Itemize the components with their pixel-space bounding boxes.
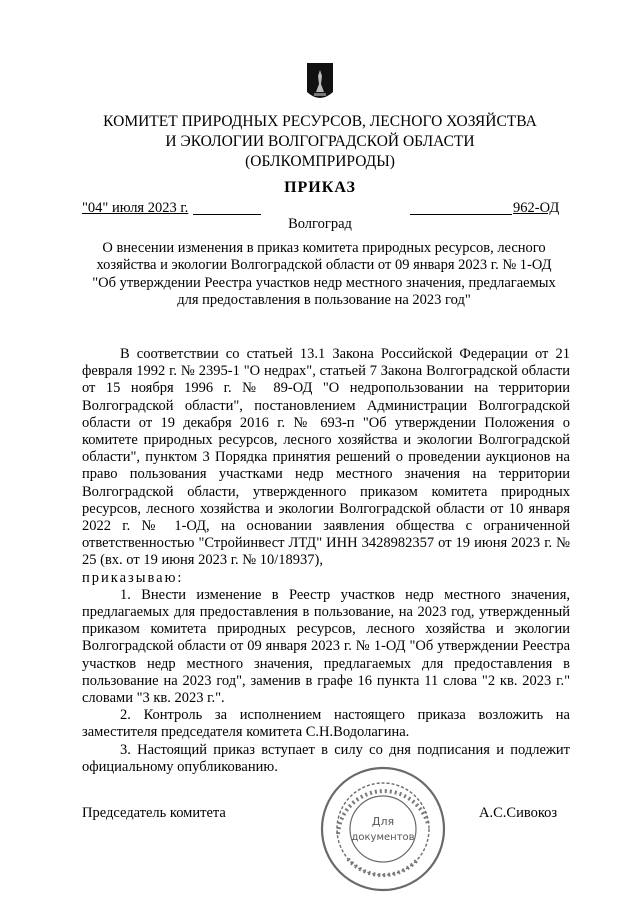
document-body: [82, 346, 570, 776]
document-date: [82, 200, 188, 217]
order-item-3: 3. Настоящий приказ вступает в силу со дня подписания и подлежит официальному опубликованию.: [82, 741, 570, 775]
org-name-line1: КОМИТЕТ ПРИРОДНЫХ РЕСУРСОВ, ЛЕСНОГО ХОЗЯЙСТВА: [103, 113, 537, 130]
org-name-short: (ОБЛКОМПРИРОДЫ): [245, 153, 395, 170]
document-number: 962-ОД: [513, 200, 560, 216]
number-underline: [410, 214, 512, 215]
signatory-name: А.С.Сивокоз: [479, 805, 558, 821]
order-item-2: 2. Контроль за исполнением настоящего приказа возложить на заместителя председателя комитета С.Н.Водолагина.: [82, 707, 570, 741]
stamp-text-line1: Для: [371, 815, 395, 828]
document-type-title: ПРИКАЗ: [284, 179, 356, 196]
order-item-1: 1. Внести изменение в Реестр участков недр местного значения, предлагаемых для предоставления в пользование, на 2023 год, утвержденный приказом комитета природных ресурсов, лесного хозяйства и экологии Волгоградской области от 09 января 2023 г. № 1-ОД "Об утверждении Реестра участков недр местного значения, предлагаемых для предоставления в пользование на 2023 год", заменив в графе 16 пункта 11 слова "2 кв. 2023 г." словами "3 кв. 2023 г.".: [82, 586, 570, 707]
coat-of-arms-emblem: [306, 62, 334, 104]
official-seal-stamp: [318, 764, 448, 894]
decree-word: приказываю:: [82, 569, 184, 586]
signatory-position: Председатель комитета: [82, 805, 226, 821]
document-city: Волгоград: [288, 216, 352, 232]
document-date-text: "04" июля 2023 г.: [82, 200, 189, 216]
stamp-text-line2: документов: [351, 832, 415, 843]
preamble-paragraph: В соответствии со статьей 13.1 Закона Российской Федерации от 21 февраля 1992 г. № 2395-1 "О недрах", статьей 7 Закона Волгоградской области от 15 ноября 1996 г. № 89-ОД "О недропользовании на территории Волгоградской области", постановлением Администрации Волгоградской области от 19 декабря 2016 г. № 693-п "Об утверждении Положения о комитете природных ресурсов, лесного хозяйства и экологии Волгоградской области", пунктом 3 Порядка принятия решений о проведении аукционов на право пользования участками недр местного значения на территории Волгоградской области, утвержденного приказом комитета природных ресурсов, лесного хозяйства и экологии Волгоградской области от 10 января 2022 г. № 1-ОД, на основании заявления общества с ограниченной ответственностью "Стройинвест ЛТД" ИНН 3428982357 от 19 июня 2023 г. № 25 (вх. от 19 июня 2023 г. № 10/18937),: [82, 346, 570, 569]
org-name-line2: И ЭКОЛОГИИ ВОЛГОГРАДСКОЙ ОБЛАСТИ: [165, 133, 475, 150]
document-subject: О внесении изменения в приказ комитета природных ресурсов, лесного хозяйства и экологии Волгоградской области от 09 января 2023 г. № 1-ОД "Об утверждении Реестра участков недр местного значения, предлагаемых для предоставления в пользование на 2023 год": [92, 240, 556, 308]
date-underline: [193, 214, 261, 215]
